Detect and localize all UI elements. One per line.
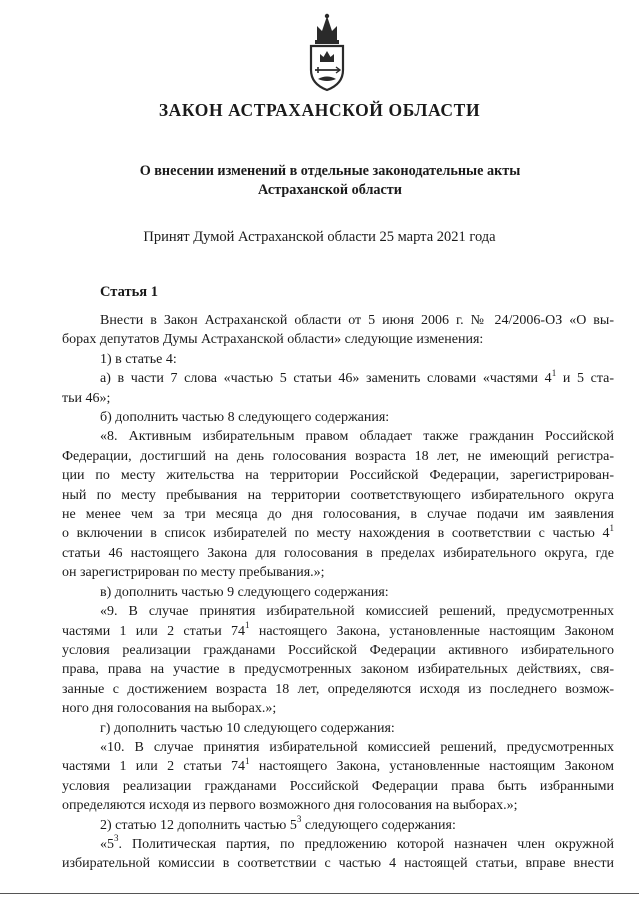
text-line: Федерации, достигший на день голосования возраста 18 лет, не имеющий регистра- [62, 448, 614, 464]
text-line: определяются исходя из первого возможного дня голосования на выборах.»; [62, 798, 518, 814]
page-bottom-rule [0, 893, 639, 894]
text-line: «10. В случае принятия избирательной комиссией решений, предусмотренных [100, 739, 614, 755]
text-line: тьи 46»; [62, 390, 111, 406]
text-line: 1) в статье 4: [100, 351, 177, 367]
text-line: о включении в список избирателей по месту нахождения в соответствии с частью $4^1$ [62, 522, 614, 542]
superscript: 1 [245, 619, 250, 630]
text-line: частями 1 или 2 статьи $74^1$ настоящего Закона, установленные настоящим Законом [62, 755, 614, 775]
text-line: он зарегистрирован по месту пребывания.»; [62, 565, 325, 581]
adoption-date: Принят Думой Астраханской области 25 марта 2021 года [143, 229, 496, 245]
text-line: борах депутатов Думы Астраханской области» следующие изменения: [62, 332, 484, 348]
superscript: 1 [609, 522, 614, 533]
text-line: условия реализации гражданами Российской Федерации права быть избранными [62, 778, 614, 794]
text-line: ный по месту пребывания на территории соответствующего избирательного округа [62, 487, 614, 503]
text-line: г) дополнить частью 10 следующего содержания: [100, 720, 395, 736]
text-line: условия реализации гражданами Российской Федерации активного избирательного [62, 642, 614, 658]
coat-of-arms-icon [303, 12, 351, 92]
superscript: 1 [245, 755, 250, 766]
text-line: права, права на участие в предусмотренных законом избирательных действиях, свя- [62, 662, 614, 678]
subtitle-line: О внесении изменений в отдельные законодательные акты [139, 163, 521, 179]
article-body [62, 311, 614, 874]
superscript: 3 [296, 813, 302, 824]
text-line: избирательной комиссии в соответствии с частью 4 настоящей статьи, вправе внести [62, 856, 614, 872]
text-line: статьи 46 настоящего Закона для голосования в пределах избирательного округа, где [62, 545, 614, 561]
text-line: ного дня голосования на выборах.»; [62, 701, 277, 717]
text-line: а) в части 7 слова «частью 5 статьи 46» заменить словами «частями $4^1$ и 5 ста- [100, 367, 615, 387]
superscript: 1 [551, 367, 557, 378]
text-line: «8. Активным избирательным правом обладает также гражданин Российской [100, 429, 614, 445]
document-title: ЗАКОН АСТРАХАНСКОЙ ОБЛАСТИ [158, 100, 481, 120]
text-line: б) дополнить частью 8 следующего содержания: [100, 410, 390, 426]
text-line: занные с достижением возраста 18 лет, определяются исходя из последнего возмож- [62, 681, 614, 697]
text-line: «9. В случае принятия избирательной комиссией решений, предусмотренных [100, 604, 614, 620]
superscript: 3 [114, 833, 119, 844]
text-line: в) дополнить частью 9 следующего содержания: [100, 584, 389, 600]
text-line: Внести в Закон Астраханской области от 5 июня 2006 г. № 24/2006-ОЗ «О вы- [100, 313, 614, 328]
text-line: частями 1 или 2 статьи $74^1$ настоящего Закона, установленные настоящим Законом [62, 619, 614, 639]
subtitle-line: Астраханской области [258, 182, 402, 198]
text-line: не менее чем за три месяца до дня голосования, в случае подачи им заявления [62, 507, 614, 523]
text-line: «$5^3$. Политическая партия, по предложению которой назначен член окружной [100, 833, 614, 852]
document-subtitle [80, 162, 580, 200]
text-line: ции по месту жительства на территории Российской Федерации, зарегистрирован- [62, 468, 614, 484]
article-heading: Статья 1 [100, 284, 158, 300]
text-line: 2) статью 12 дополнить частью $5^3$ следующего содержания: [100, 813, 456, 833]
